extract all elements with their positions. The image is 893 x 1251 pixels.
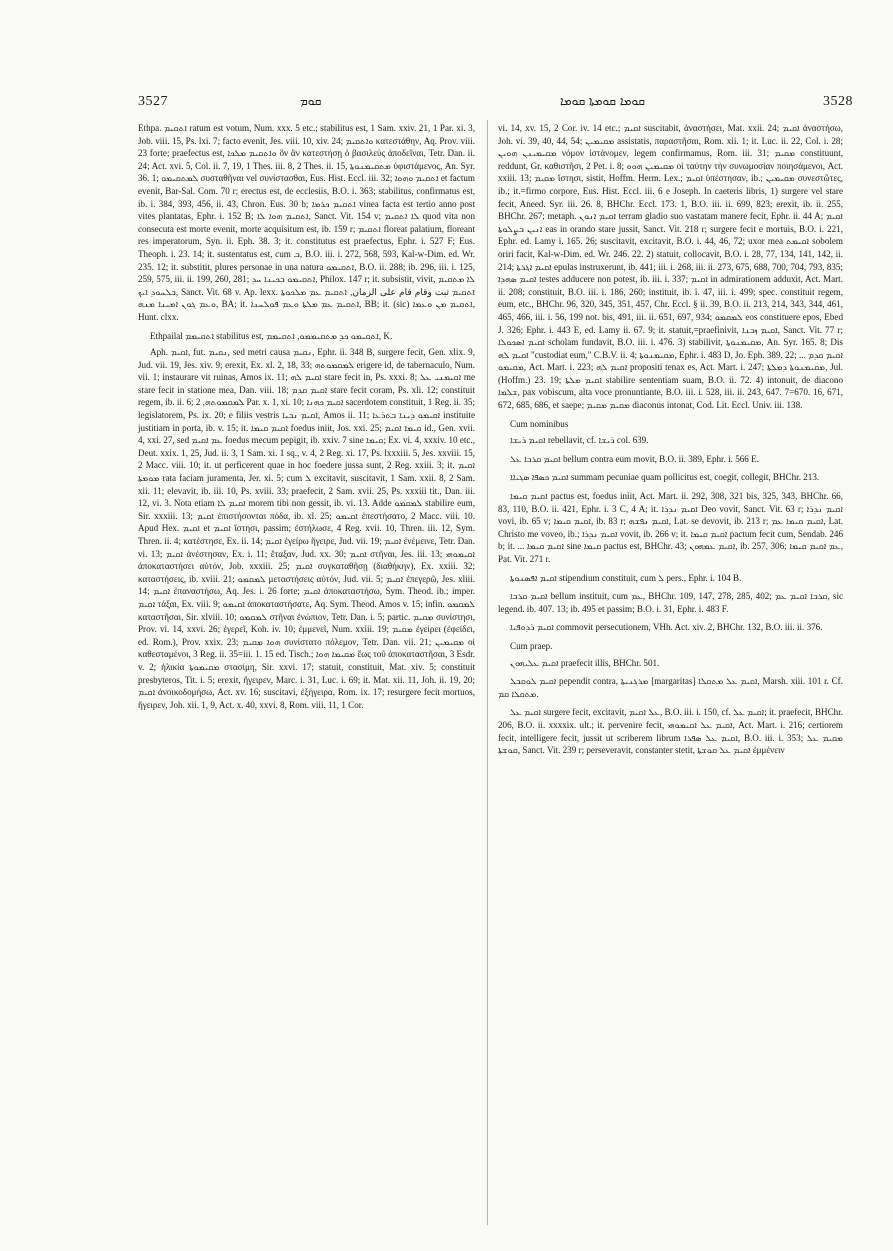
running-header [0,94,893,114]
page-number-left: 3527 [138,94,168,109]
entry-pactus-est: ܐܩܝܡ ܩܝܡܐ pactus est, foedus iniit, Act. Mart. ii. 292, 308, 321 bis, 325, 343, BHChr. 66, 83, 110, B.O. ii. 421, Ephr. i. 3 C, 4 A; it. ܐܩܝܡ ܢܕܪܐ Deo vovit, Sanct. Vit. 63 r; ܐܩܝܡ ܢܕܪܐ vovi, ib. 65 v; ܐܩܝܡ ܩܝܡܐ, ib. 83 r; ܐܩܝܡ ܢܦܫܗ, Lat. se devovit, ib. 213 r; ܐܩܝܡ ܩܝܡܐ ܥܡ, Lat. Christo me voveo, ib.; ܐܩܝܡ ܢܕܪܐ vovit, ib. 266 v; it. ܐܩܝܡ ܩܝܡܐ pactum fecit cum, Sendab. 246 b; it. ... ܐܩܝܡ ܩܝܡܐ sine ܩܝܡܐ pactus est, BHChr. 43; ܐܩܝܡ ܥܡܗܘܢ, ib. 257, 306; ܥܡ ܐܩܝܡ ܩܝܡܐ, Pat. Vit. 271 r. [498,491,844,564]
entry-bellum-contra: ܐܩܝܡ ܩܪܒܐ ܥܠ bellum contra eum movit, B.O. ii. 389, Ephr. i. 566 E. [510,453,759,464]
entry-aph-continued: vi. 14, xv. 15, 2 Cor. iv. 14 etc.; ܐܩܝܡ suscitabit, ἀναστήσει, Mat. xxii. 24; ܐܩܝܡ ἀναστήσω, Joh. vi. 39, 40, 44, 54; ܡܩܝܡܝܢ assistatis, παραστῆσαι, Rom. xii. 1; it. Luc. ii. 22, Col. i. 28; ܡܩܝܡܝܢܢ ܗܘܝܢ νόμον ἱστάνομεν, legem confirmamus, Rom. iii. 31; ܡܩܝܡ constituunt, reddunt, Gr. καθιστῆσι, 2 Pet. i. 8; ܡܩܝܡܝܢ ܗܘܘ οἱ ταύτην τὴν συνωμοσίαν ποιησάμενοι, Act. xxiii. 13; ܡܩܝܡ ἵστησι, sistit, Hoffm. Herm. Lex.; ܐܩܝܡ ὑπέστησαν, ib.; ܡܩܝܡܝܢ συνεστῶτες, ib.; it.=firmo corpore, Eus. Hist. Eccl. iii. 6 e Joseph. In caeteris libris, 1) surgere vel stare fecit, Aneed. Syr. iii. 26. 8, BHChr. Eccl. 173. 1, B.O. iii. ii. 699, 823; erexit, ib. ii. 255, BHChr. 267; metaph. ܐܩܝܡ ܐܢܘܢ terram gladio suo vastatam manere fecit, Ephr. ii. 44 A; ܐܩܝܡ ܐܢܝܢ ܒܨܠܘܬܐ eas in orando stare jussit, Sanct. Vit. 218 r; surgere fecit e mortuis, B.O. i. 221, Ephr. ed. Lamy i. 165. 26; suscitavit, excitavit, B.O. i. 44, 46, 72; uxor mea ܐܩܝܡܬ sobolem oriri facit, Kal-w-Dim. ed. Wr. 246. 22. 2) statuit, collocavit, B.O. i. 28, 77, 134, 141, 142, ii. 214; ܐܩܝܡ ܐܓܪܬܐ epulas instruxerunt, ib. 441; iii. i. 268, iii. ii. 273, 675, 688, 700, 704, 793, 835; ܐܩܝܡ ܣܗܕܐ testes adducere non potest, ib. iii. i. 337; ܐܩܝܡ in admirationem adduxit, Act. Mart. ii. 208; constituit, B.O. iii. i. 186, 260; instituit, ib. i. 47, iii. i. 499; spec. constituit regem, eum, etc., BHChr. 96, 320, 345, 351, 457, Chr. Eccl. § ii. 39, B.O. ii. 213, 214, 343, 344, 461, 465, 466, iii. i. 56, 199 not. bis, 491, iii. ii. 651, 697, 934; ܠܡܩܡܘ eos constituere epos, Ebed J. 326; Ephr. i. 443 E, ed. Lamy ii. 67. 9; it. statuit,=praefinivit, ܐܩܝܡ ܙܒܢܐ, Sanct. Vit. 77 r; ܐܩܝܡ ܐܣܟܘܠܐ scholam fundavit, B.O. iii. i. 476. 3) stabilivit, ܡܩܝܡܢܘܬܐ, An. Syr. 165. 8; Dis ܐܩܝܡ ܠܗ "custodiat eum," C.B.V. ii. 4; ܡܩܝܡܢܘܬܐ, Ephr. i. 483 D, Jo. Eph. 389. 22; ܐܩܝܡ ܩܕܡ ... ܡܩܝܡܘ, Act. Mart. i. 223; ܐܩܝܡ ܠܗ propositi tenax es, Act. Mart. i. 247; ܡܩܝܡܢܘܬܐ ܕܡܠܬܐ, Jul. (Hoffm.) 23. 19; ܐܩܝܡ ܡܠܬܐ stabilire sententiam suam, B.O. ii. 72. 4) intonuit, de diacono ܫܠܡܐ, pax vobiscum, alta voce pronuntiante, B.O. iii. i. 528, iii. ii. 243, 647. 7=670. 16, 671, 672, 685, 686, et saepe; ܡܩܝܡ ܡܩܝܡ diaconus intonat, Cod. Lit. Eccl. Univ. iii. 138. [498,123,844,411]
entry-aph: Aph. ܐܩܝܡ, fut. ܢܩܝܡ, sed metri causa ܢܩܝܡ, Ephr. ii. 348 B, surgere fecit, Gen. xlix. 9, Jud. vii. 19, Jes. xiv. 9; erexit, Ex. xl. 2, 18, 33; ܠܡܩܡܘܬܗ erigere id, de tabernaculo, Num. vii. 1; instaurare vit ruinas, Amos ix. 11; ܐܩܝܡ ܠܗ stare fecit in, Ps. xxxi. 8; ܐܩܝܡܢܝ ܥܠ me stare fecit in statione mea, Dan. viii. 18; ܐܩܝܡ ܩܕܡ stare fecit coram, Ps. xli. 12; constituit regem, ib. ii. 6; ܠܡܩܡܘܬܗ, 2 Par. x. 1, xi. 10; ܐܩܝܡ ܟܗܢܐ sacerdotem constituit, 1 Reg. ii. 35; legislatorem, Ps. ix. 20; e filiis vestris ܐܩܝܡ ܢܒܝܐ, Amos ii. 11; ܐܩܝܡܘ ܕܝܢܐ ܒܬܪܥܐ instituite justitiam in porta, ib. v. 15; it. ܐܩܝܡ ܩܝܡܐ foedus iniit, Jos. xxi. 25; ܩܝܡܐ ܐܩܝܡ id., Gen. xvii. 4, xxi. 27, sed ܥܡ ܐܩܝܡ foedus mecum pepigit, ib. xxiv. 7 sine ܩܝܡܐ; Ex. vi. 4, xxxiv. 10 etc., Deut. xxix. 1, 25, Jud. ii. 3, 1 Sam. xi. 1 sq., v. 4, 2 Reg. xi. 17, Ps. lxxxiii. 5, Jes. xxviii. 15, 2 Macc. viii. 10; it. ut perficerent quae in hoc foedere jussa sunt, 2 Reg. xxiii. 3; it. ܐܩܝܡ ܡܘܡܬܐ rata faciam juramenta, Jer. xi. 5; cum ܠ excitavit, suscitavit, 1 Sam. xxii. 8, 2 Sam. xii. 11; elevavit, ib. iii. 10, Ps. xviii. 33; praefecit, 2 Sam. xvii. 25, Ps. xxxiii tit., Dan. iii. 12, vi. 3. Nota etiam ܐܩܝܡ ܠܐ morem tibi non gessit, ib. vi. 13. Adde ܠܡܩܡܘ stabilire eum, Sir. xxxiii. 13; ܐܩܝܡ ἐπιστήσονται πόδα, ib. xl. 25; ܐܩܝܡܘ ἐπεστήσατο, 2 Macc. viii. 10. Apud Hex. ܐܩܝܡ et ܐܩܝܡ ἵστησι, passim; ἐστήλωσε, 4 Reg. xvii. 10, Thren. iii. 12, Sym. Thren. ii. 4; κατέστησε, Ex. ii. 14; ܐܩܝܡ ἐγείρω ἤγειρε, Jud. vii. 19; ܐܩܝܡ ἐνέμεινε, Tetr. Dan. vi. 13; ܐܩܝܡ ἀνέστησαν, Ex. i. 11; ἔταξαν, Jud. xx. 30; ܐܩܝܡ στῆναι, Jes. iii. 13; ܐܩܝܡܘܗܝ ἀποκαταστήσει αὐτόν, Job. xxxiii. 25; ܐܩܝܡ συγκαταθῆσῃ (διαθήκην), Ex. xxiii. 32; καταστήσεις, ib. xviii. 21; ܠܡܩܡܘ μεταστήσεις αὐτόν, Jud. vii. 5; ܐܩܝܡ ἐπεγερῶ, Jes. xliii. 14; ܐܩܝܡ ἐπαναστήσω, Aq. Jes. i. 26 forte; ܐܩܝܡ ἀποκαταστήσω, Sym. Theod. ib.; imper. ܐܩܝܡ τάξαι, Ex. viii. 9; ܐܩܝܡܘ ἀποκαταστήσατε, Aq. Sym. Theod. Amos v. 15; infin. ܠܡܩܡܘ καταστῆσαι, Sir. xlviii. 10; ܠܡܩܡܘ στῆναι ἐνώπιον, Tetr. Dan. i. 5; partic. ܡܩܝܡ συνίστησι, Prov. vi. 14, xxvi. 26; ἐγερεῖ, Koh. iv. 10; ἐμμενεῖ, Num. xxiii. 19; ܡܩܝܡ ἐγείρει (ἐφείδει, ed. Rom.), Prov. xxix. 23; ܗܘܐ ܡܩܝܡ συνίστατο πόλεμον, Tetr. Dan. vii. 21; ܡܩܝܡܝܢ οἱ καθεσταμένοι, 3 Reg. ii. 35=iii. 1. 15 ed. Tisch.; ܡܩܝܡܐ ܗܘܐ ἕως τοῦ ἀποκαταστῆσαι, 3 Esdr. v. 2; ἠλικία ܡܩܝܡܘܬܐ στασίμη, Sir. xxvi. 17; statuit, constituit, Mat. xiv. 5; constituit presbyteros, Tit. i. 5; erexit, ἤγειρεν, Marc. i. 31, Luc. i. 69; it. Mat. xii. 11, Joh. ii. 19, 20; ܐܩܝܡ ἀνοικοδομήσω, Act. xv. 16; suscitavi, ἐξήγειρα, Rom. ix. 17; resurgere fecit mortuos, ἤγειρεν, Joh. xii. 1, 9, Act. x. 40, xxvi. 8, Rom. viii. 11, 1 Cor. [138,347,476,710]
entry-stipendium: ܐܩܝܡ ܐܦܣܢܘܬܐ stipendium constituit, cum ܠ pers., Ephr. i. 104 B. [510,572,742,583]
right-column [498,122,843,763]
left-column [138,122,475,717]
entry-summam-pecuniae: ܐܩܝܡ ܟܣܦܐ ܣܓܝܐܐ summam pecuniae quam pollicitus est, coegit, collegit, BHChr. 213. [510,472,820,483]
entry-pependit-contra: ܐܩܝܡ ܠܘܩܒܠ pependit contra, ܡܪܓܢܝܬܐ [margaritas] ܐܩܝܡ ܥܠ ܡܬܩܠܐ, Marsh. xiii. 101 r. Cf. ܡܬܩܠܐ ܩܡ. [498,676,843,699]
page-number-right: 3528 [823,94,853,109]
entry-ethpailal: Ethpailal ܐܬܩܝܡܡ stabilitus est, ܐܬܩܝܡܘ ܟܕ ܡܬܩܝܡܡܘ, ܐܬܩܝܡܡ, K. [150,330,393,341]
entry-persecutionem: ܐܩܝܡ ܪܕܘܦܝܐ commovit persecutionem, VHh. Act. xiv. 2, BHChr. 132, B.O. iii. ii. 376. [510,622,823,633]
column-divider [487,120,488,1225]
section-heading-cum-praep: Cum praep. [510,640,553,651]
entry-rebellavit: ܐܩܝܡ ܪܝܫܐ rebellavit, cf. ܪܝܫܐ col. 639. [510,435,649,446]
entry-bellum-instituit: ܐܩܝܡ ܩܪܒܐ bellum instituit, cum ܥܡ, BHChr. 109, 147, 278, 285, 402; ܩܪܒܐ ܐܩܝܡ ܥܡ, sic legend. ib. 407. 13; ib. 495 et passim; B.O. i. 31, Ephr. i. 483 F. [498,591,844,614]
running-head-right: ܩܘܡܐ ܩܘܡܬܐ ܩܘܡܐ [560,94,646,108]
entry-surgere-fecit: ܐܩܝܡ ܥܠ surgere fecit, excitavit, ܥܠ ܐܩܝܡ, B.O. iii. i. 150, cf. ܐܩܝܡ ܥܠ; it. praefecit, BHChr. 206, B.O. ii. xxxxix. ult.; it. pervenire fecit, ܐܩܝܡ ܥܠ ܐܩܝܡܘܗܝ, Act. Mart. i. 216; certiorem fecit, intelligere fecit, jussit ut scriberem librum ܐܩܝܡ ܥܠ ܣܦܪܐ, B.O. iii. i. 353; ܡܩܝܡ ܥܠ ܩܘܫܬܐ, Sanct. Vit. 239 r; perseveravit, constanter stetit, ܐܩܝܡ ܥܠ ܩܘܫܬܐ ἐμμένειν [498,707,844,756]
entry-praefecit-illis: ܐܩܝܡ ܥܠܝܗܘܢ praefecit illis, BHChr. 501. [510,657,660,668]
section-heading-cum-nominibus: Cum nominibus [510,418,569,429]
entry-ethpa: Ethpa. ܐܬܩܝܡ ratum est votum, Num. xxx. 5 etc.; stabilitus est, 1 Sam. xxiv. 21, 1 Par. xi. 3, Job. viii. 15, Ps. lxi. 7; facto evenit, Jes. viii. 10, xiv. 24; ܘܐܬܩܝܡ κατεστάθην, Aq. Prov. viii. 23 forte; praefectus est, ܘܐܬܩܝܡ ܡܠܟܐ ὃν ἂν κατεστήσῃ ὁ βασιλεὺς ἀποδεῖναι, Tetr. Dan. ii. 24; Act. xvi. 5, Col. ii. 7, 19, 1 Thes. iii. 8, 2 Thes. ii. 15, ܡܬܩܝܡܢܘܬܐ ὑφιστάμενος, An. Syr. 36. 1; ܠܡܬܩܝܡܘ συσταθῆναι vel συνίστασθαι, Eus. Hist. Eccl. iii. 32; ܐܬܩܝܡ ܘܗܘܐ et factum evenit, Bar-Sal. Com. 70 r; erectus est, de ecclesiis, B.O. i. 363; stabilitus, confirmatus est, ib. i. 384, 393, 456, ii. 43, Chron. Eus. 30 b; ܐܬܩܝܡ ܟܪܡܐ vinea facta est tertio anno post vites plantatas, Ephr. i. 152 B; ܐܬܩܝܡ ܗܘܐ ܠܐ, Sanct. Vit. 154 v; ܠܐ ܐܬܩܝܡ quod vita non consecuta est morte evenit, morte acquisitum est, ib. 159 r; ܐܬܩܝܡ floreat palatium, floreant res imperatorum, Syn. ii. Eph. 38. 3; it. constitutus est praefectus, Ephr. i. 527 F; Eus. Theoph. i. 23. 14; it. sustentatus est, cum ܒ, B.O. iii. i. 272, 568, 593, Kal-w-Dim. ed. Wr. 235. 12; it. substitit, plures personae in una natura ܐܬܩܝܡܘ, B.O. ii. 288; ib. 296, iii. i. 125, 259, 575, iii. ii. 199, 260, 281; ܐܬܩܝܡܘ ܒܟܝܢܐ ܚܕ, Philox. 147 r; it. subsistit, vivit, ܠܐ ܡܬܩܝܡ ܒܠܚܘܕ ܐܝܟ, Sanct. Vit. 68 v. Ap. lexx. ܐܬܩܝܡ ثبت وقام قام على الزمان, ܐܬܩܝܡ ܥܡ ܡܠܟܘܬܐ ܘܥܡ ܓܘܢ ܐܡܝܢܐ ܡܢܗ, BA; it. ܐܬܩܝܡ ܥܡ ܡܠܬܐ ܘܥܡ ܦܘܠܚܢܐ, BB; it. (sic) ܐܬܩܝܡ ܡܢ ܘܥܡܐ, Hunt. clxx. [138,123,476,322]
running-head-left: ܩܘܡ [300,94,322,108]
